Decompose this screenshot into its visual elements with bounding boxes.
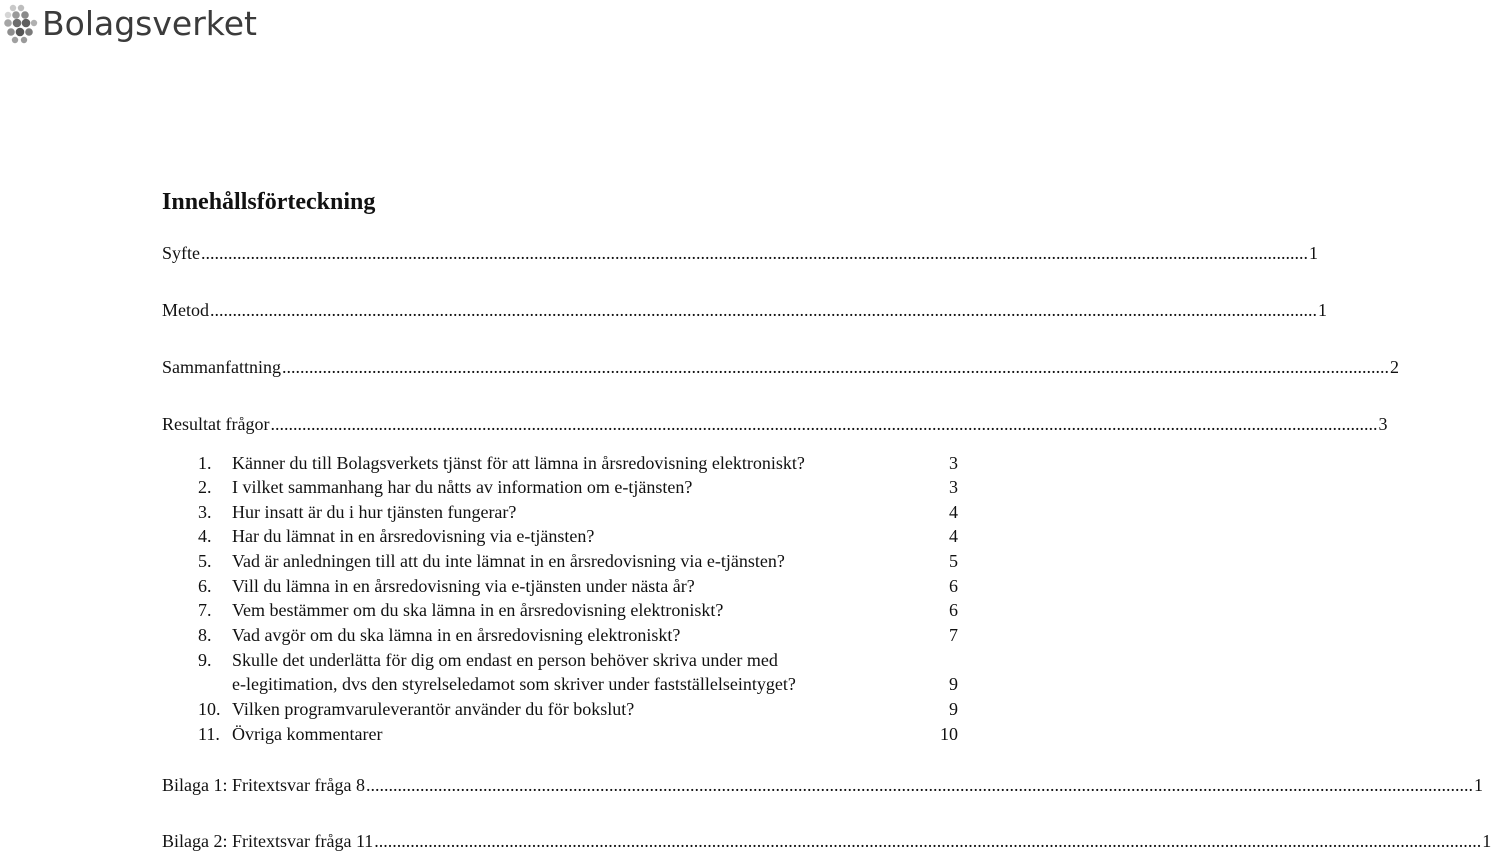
toc-question-9[interactable] (198, 648, 958, 672)
toc-title: Innehållsförteckning (162, 189, 376, 215)
question-number: 2. (198, 477, 212, 497)
question-page: 4 (949, 526, 958, 546)
question-text: Vad avgör om du ska lämna in en årsredovisning elektroniskt? (232, 625, 681, 645)
leader-dots: ...................................................................................................................................................................................................................................................... (201, 243, 1308, 263)
question-text: Vem bestämmer om du ska lämna in en årsredovisning elektroniskt? (232, 600, 724, 620)
toc-question-9-continued[interactable] (198, 672, 958, 696)
toc-entry-title: Resultat frågor (162, 414, 270, 434)
toc-entry-sammanfattning[interactable] (162, 355, 1399, 379)
toc-entry-page: 1 (1318, 300, 1327, 320)
question-text: Övriga kommentarer (232, 724, 383, 744)
toc-question-3[interactable] (198, 500, 958, 524)
question-page: 3 (949, 453, 958, 473)
dot-cluster-logo-icon (4, 3, 38, 45)
leader-dots: ...................................................................................................................................................................................................................................................... (281, 357, 1389, 377)
question-number: 3. (198, 502, 212, 522)
question-text: Vilken programvaruleverantör använder du för bokslut? (232, 699, 635, 719)
toc-entry-bilaga-1[interactable] (162, 773, 1483, 797)
toc-entry-title: Syfte (162, 243, 200, 263)
question-number: 8. (198, 625, 212, 645)
toc-entry-page: 1 (1482, 831, 1491, 851)
question-number: 1. (198, 453, 212, 473)
brand-name: Bolagsverket (42, 4, 257, 43)
question-number: 11. (198, 724, 220, 744)
toc-question-2[interactable] (198, 475, 958, 499)
question-number: 5. (198, 551, 212, 571)
toc-entry-title: Bilaga 2: Fritextsvar fråga 11 (162, 831, 374, 851)
question-page: 6 (949, 576, 958, 596)
toc-entry-bilaga-2[interactable] (162, 829, 1491, 853)
question-page: 3 (949, 477, 958, 497)
toc-question-8[interactable] (198, 623, 958, 647)
toc-entry-page: 2 (1389, 357, 1399, 377)
question-text: I vilket sammanhang har du nåtts av information om e-tjänsten? (232, 477, 693, 497)
toc-question-7[interactable] (198, 598, 958, 622)
toc-entry-page: 3 (1378, 414, 1388, 434)
question-page: 4 (949, 502, 958, 522)
question-text: Hur insatt är du i hur tjänsten fungerar? (232, 502, 517, 522)
question-number: 10. (198, 699, 221, 719)
toc-entry-title: Bilaga 1: Fritextsvar fråga 8 (162, 775, 365, 795)
leader-dots: ...................................................................................................................................................................................................................................................... (210, 300, 1317, 320)
toc-entry-title: Metod (162, 300, 209, 320)
question-text: e-legitimation, dvs den styrelseledamot som skriver under fastställelseintyget? (232, 674, 796, 694)
question-text: Vill du lämna in en årsredovisning via e-tjänsten under nästa år? (232, 576, 695, 596)
question-page: 9 (949, 699, 958, 719)
toc-entry-page: 1 (1309, 243, 1318, 263)
question-page: 10 (940, 724, 958, 744)
toc-entry-resultat-fragor[interactable] (162, 412, 1388, 436)
bolagsverket-logo (4, 2, 257, 46)
toc-entry-title: Sammanfattning (162, 357, 281, 377)
question-text: Har du lämnat in en årsredovisning via e-tjänsten? (232, 526, 595, 546)
toc-question-11[interactable] (198, 722, 958, 746)
toc-entry-syfte[interactable] (162, 241, 1318, 265)
toc-question-6[interactable] (198, 574, 958, 598)
toc-question-10[interactable] (198, 697, 958, 721)
question-number: 7. (198, 600, 212, 620)
question-page: 7 (949, 625, 958, 645)
question-page: 6 (949, 600, 958, 620)
question-number: 4. (198, 526, 212, 546)
question-page: 5 (949, 551, 958, 571)
toc-question-1[interactable] (198, 451, 958, 475)
question-number: 9. (198, 650, 212, 670)
toc-question-4[interactable] (198, 524, 958, 548)
leader-dots: ...................................................................................................................................................................................................................................................... (374, 831, 1482, 851)
question-text: Känner du till Bolagsverkets tjänst för att lämna in årsredovisning elektroniskt? (232, 453, 805, 473)
leader-dots: ...................................................................................................................................................................................................................................................... (365, 775, 1473, 795)
leader-dots: ...................................................................................................................................................................................................................................................... (270, 414, 1378, 434)
question-text: Skulle det underlätta för dig om endast en person behöver skriva under med (232, 650, 778, 670)
question-text: Vad är anledningen till att du inte lämnat in en årsredovisning via e-tjänsten? (232, 551, 785, 571)
question-number: 6. (198, 576, 212, 596)
toc-entry-page: 1 (1473, 775, 1483, 795)
question-page: 9 (949, 674, 958, 694)
toc-question-5[interactable] (198, 549, 958, 573)
toc-entry-metod[interactable] (162, 298, 1327, 322)
